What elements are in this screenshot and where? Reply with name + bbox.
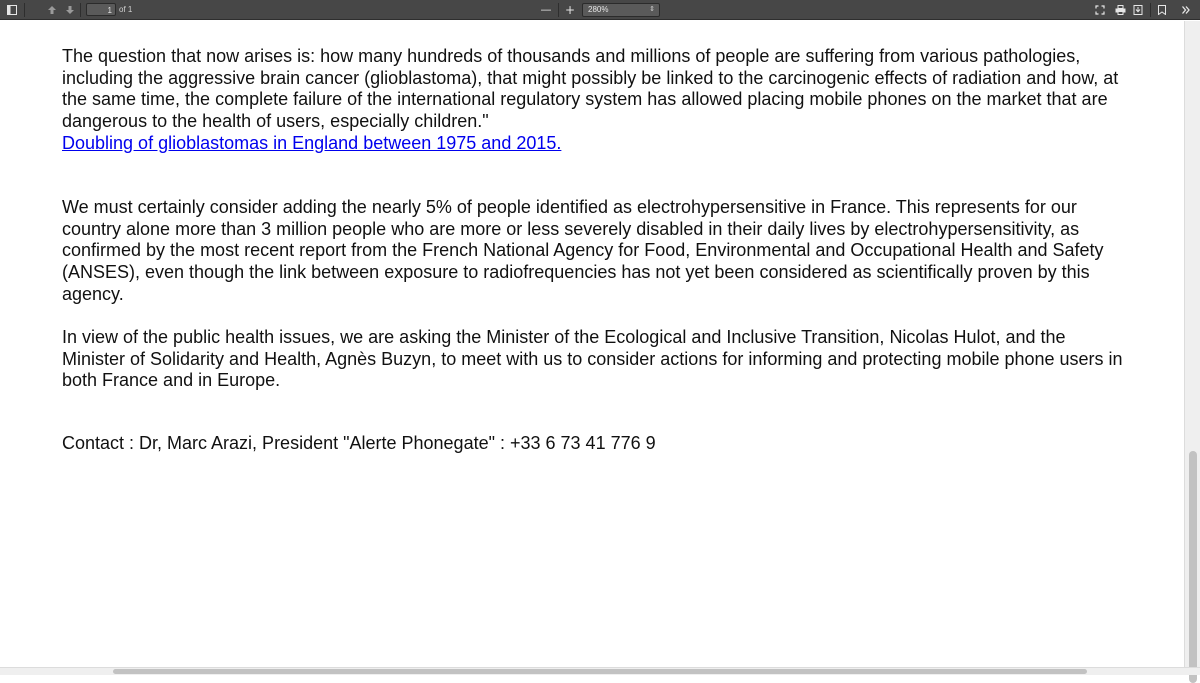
toolbar-divider — [1150, 3, 1151, 17]
document-paragraph — [62, 46, 1132, 155]
double-chevron-right-icon[interactable] — [1178, 2, 1194, 18]
paragraph-public-health: In view of the public health issues, we are asking the Minister of the Ecological and Inclusive Transition, Nicolas Hulot, and the Minister of Solidarity and Health, Agnès Buzyn, to meet with us to consider actions for informing and protecting mobile phone users in both France and in Europe. — [62, 327, 1123, 391]
toolbar-divider — [24, 3, 25, 17]
horizontal-scrollbar[interactable] — [0, 667, 1200, 675]
page-count-label: of 1 — [119, 5, 133, 14]
print-icon[interactable] — [1112, 2, 1128, 18]
contact-line: Contact : Dr, Marc Arazi, President "Alerte Phonegate" : +33 6 73 41 776 9 — [62, 433, 656, 453]
download-icon[interactable] — [1130, 2, 1146, 18]
zoom-value: 280% — [588, 5, 609, 14]
zoom-out-button[interactable]: — — [540, 3, 552, 16]
paragraph-electrohypersensitive: We must certainly consider adding the nearly 5% of people identified as electrohypersensitive in France. This represents for our country alone more than 3 million people who are more or less severely disabled in their daily lives by electrohypersensitivity, as confirmed by the most recent report from the French National Agency for Food, Environmental and Occupational Health and Safety (ANSES), even though the link between exposure to radiofrequencies has not yet been considered as scientifically proven by this agency. — [62, 197, 1104, 304]
horizontal-scroll-thumb[interactable] — [113, 669, 1087, 674]
vertical-scrollbar[interactable] — [1184, 21, 1200, 667]
arrow-up-icon[interactable] — [44, 2, 60, 18]
vertical-scroll-thumb[interactable] — [1189, 451, 1197, 683]
paragraph-question: The question that now arises is: how many hundreds of thousands and millions of people are suffering from various pathologies, including the aggressive brain cancer (glioblastoma), that might possibly be linked to the carcinogenic effects of radiation and how, at the same time, the complete failure of the international regulatory system has allowed placing mobile phones on the market that are dangerous to the health of users, especially children." — [62, 46, 1119, 132]
toolbar-divider — [558, 3, 559, 17]
toolbar-divider — [80, 3, 81, 17]
glioblastoma-link[interactable]: Doubling of glioblastomas in England between 1975 and 2015. — [62, 132, 562, 153]
bookmark-icon[interactable] — [1154, 2, 1170, 18]
document-viewport[interactable] — [0, 21, 1184, 667]
chevron-updown-icon: ⇕ — [649, 6, 655, 13]
zoom-select[interactable] — [582, 3, 660, 17]
zoom-in-button[interactable]: + — [564, 3, 576, 17]
page-number-input[interactable]: 1 — [86, 3, 116, 16]
sidebar-toggle-icon[interactable] — [4, 2, 20, 18]
fullscreen-icon[interactable] — [1092, 2, 1108, 18]
arrow-down-icon[interactable] — [62, 2, 78, 18]
pdf-toolbar — [0, 0, 1200, 20]
